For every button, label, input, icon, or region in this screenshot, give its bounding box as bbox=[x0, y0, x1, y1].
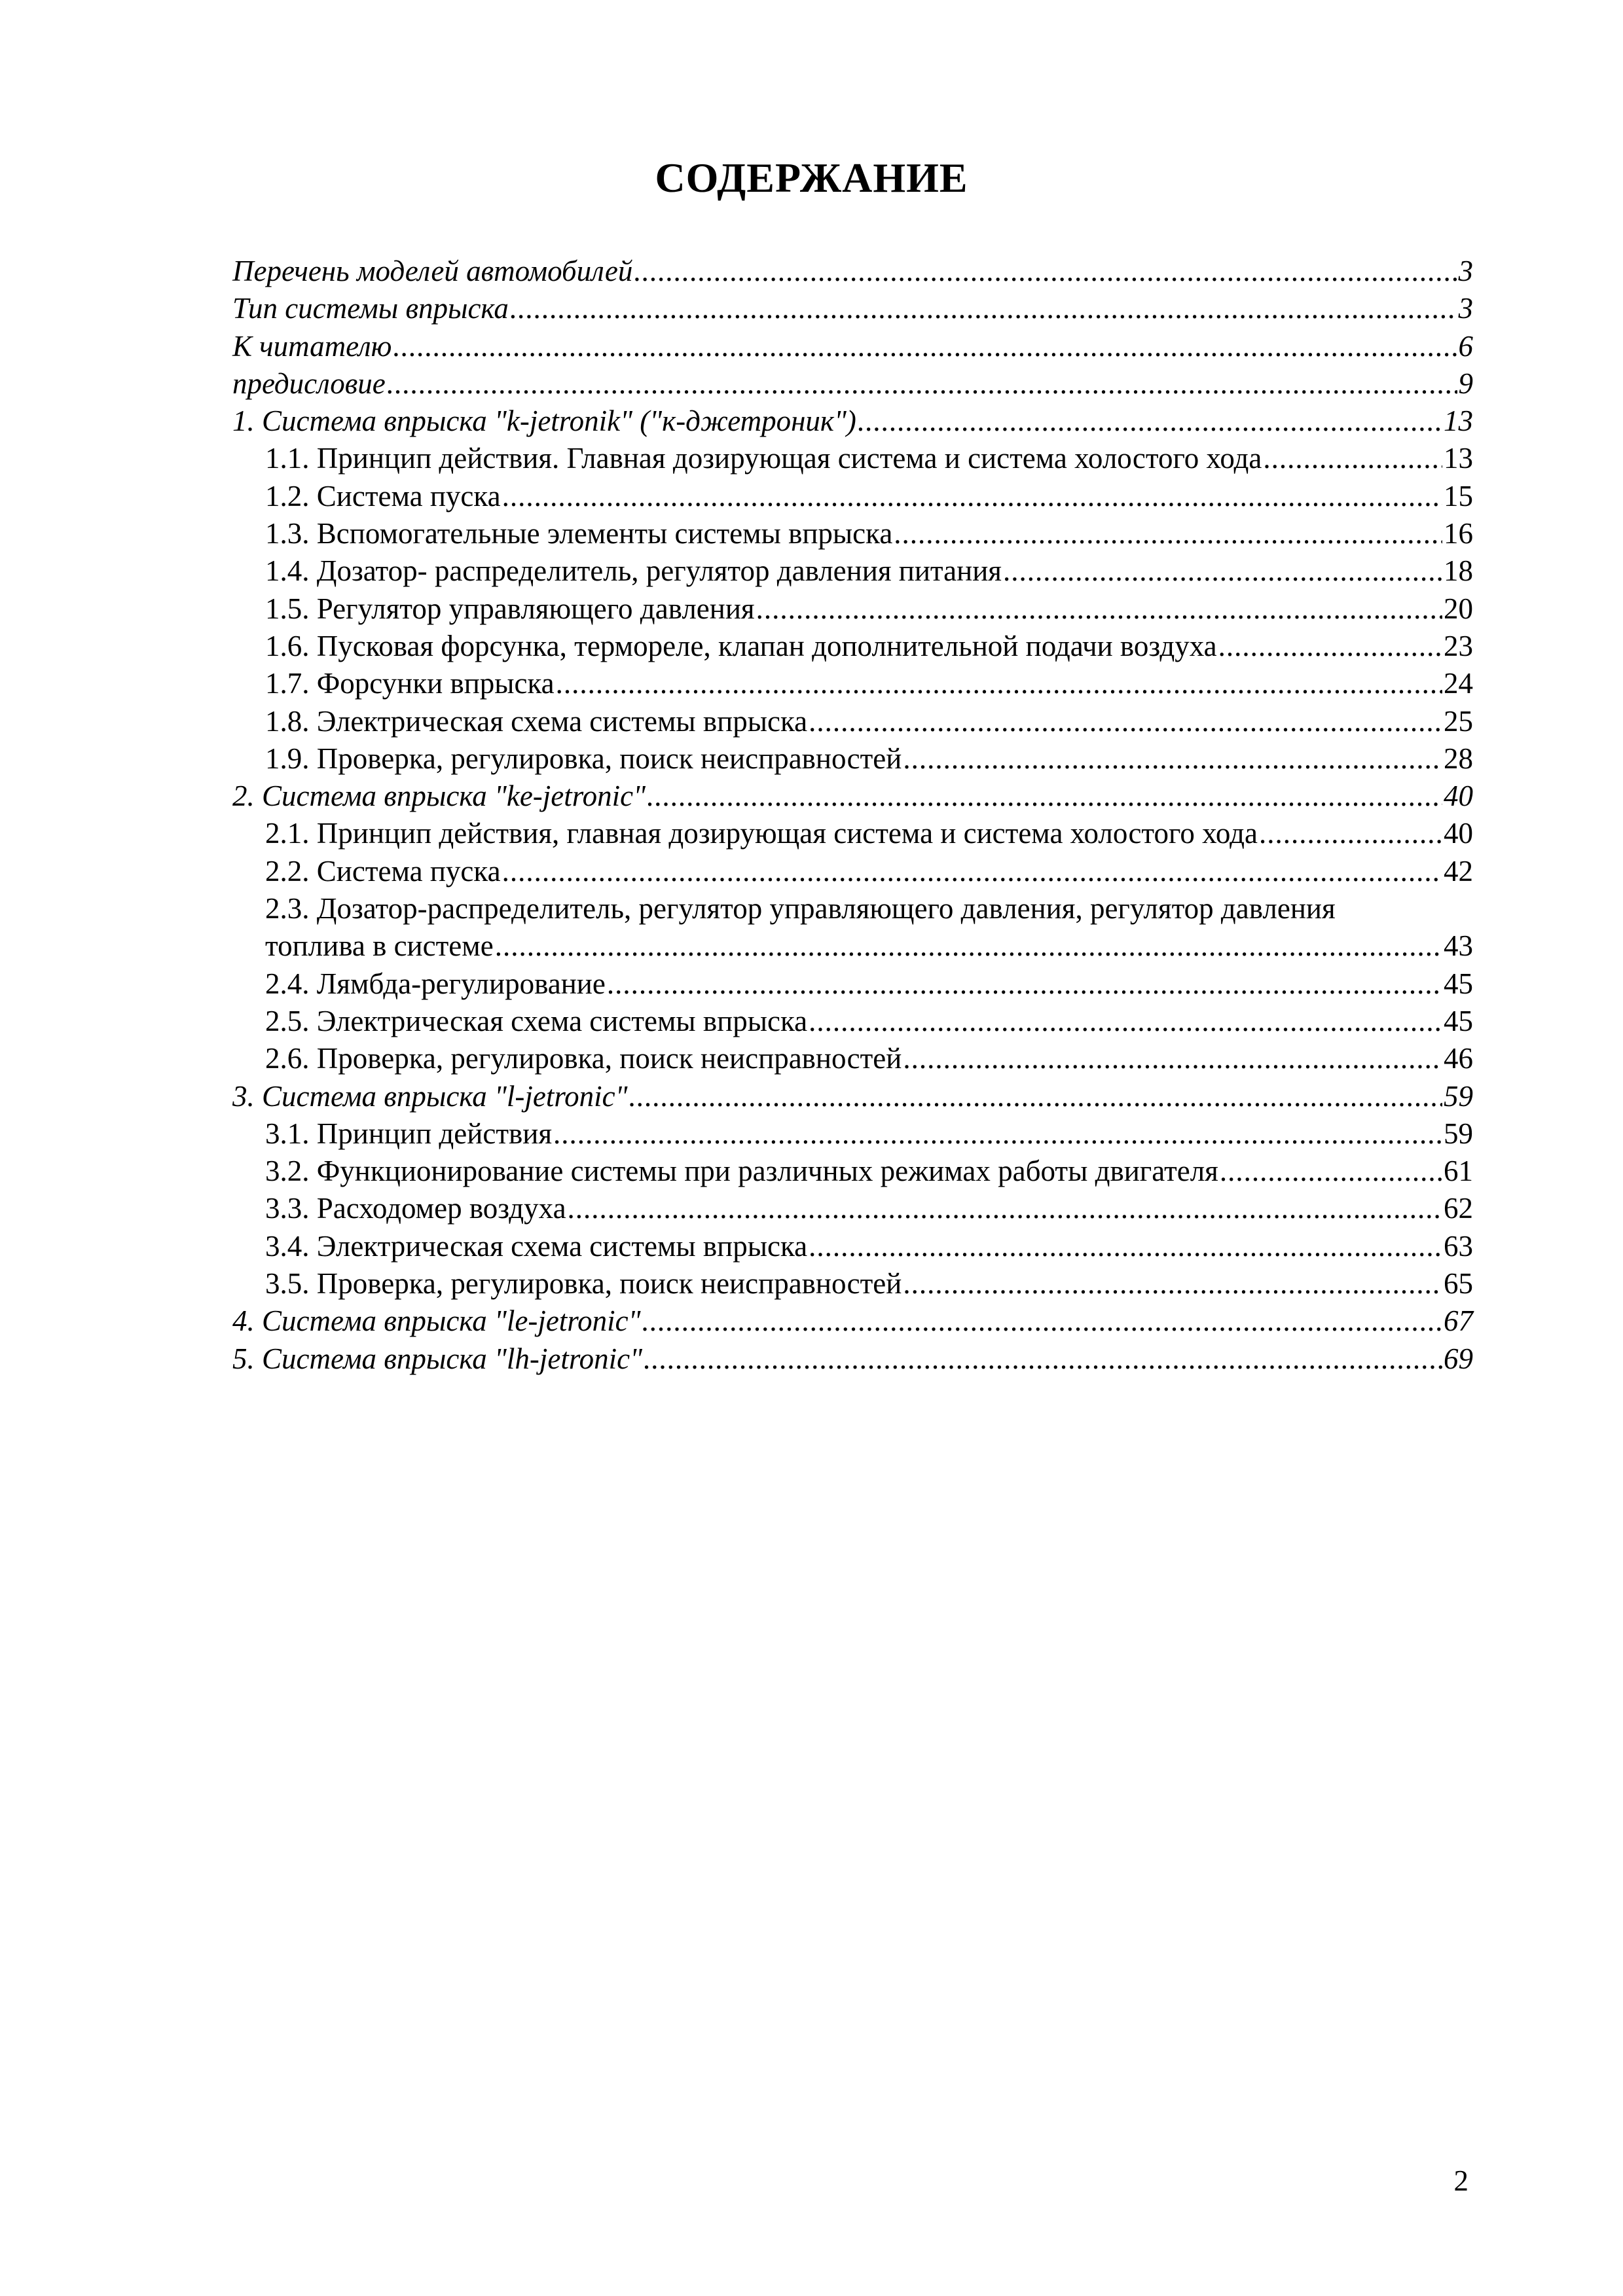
toc-entry-page: 40 bbox=[1444, 817, 1473, 850]
dot-leader bbox=[756, 590, 1442, 628]
dot-leader bbox=[510, 290, 1457, 327]
toc-entry-page: 59 bbox=[1444, 1079, 1473, 1113]
toc-entry-title: 2.4. Лямбда-регулирование bbox=[265, 965, 607, 1003]
toc-entry bbox=[232, 440, 1473, 477]
toc-entry bbox=[232, 590, 1473, 628]
dot-leader bbox=[809, 1228, 1442, 1265]
toc-entry-title: 1.5. Регулятор управляющего давления bbox=[265, 590, 756, 628]
toc-entry-title-line1: 2.3. Дозатор-распределитель, регулятор управляющего давления, регулятор давления bbox=[265, 892, 1336, 925]
toc-entry-page: 59 bbox=[1444, 1117, 1473, 1150]
dot-leader bbox=[903, 740, 1442, 778]
toc-entry-page: 61 bbox=[1444, 1155, 1473, 1188]
toc-entry-page: 3 bbox=[1458, 292, 1473, 325]
dot-leader bbox=[1220, 1153, 1442, 1190]
dot-leader bbox=[502, 853, 1442, 890]
dot-leader bbox=[495, 927, 1442, 965]
dot-leader bbox=[393, 328, 1457, 365]
toc-entry bbox=[232, 890, 1473, 965]
toc-entry-title: К читателю bbox=[232, 328, 393, 365]
toc-entry bbox=[232, 253, 1473, 290]
toc-entry-title: 1.8. Электрическая схема системы впрыска bbox=[265, 703, 809, 740]
toc-entry-page: 13 bbox=[1444, 442, 1473, 475]
toc-entry-title: 1.4. Дозатор- распределитель, регулятор давления питания bbox=[265, 552, 1003, 590]
toc-entry-page: 13 bbox=[1444, 404, 1473, 438]
toc-entry bbox=[232, 328, 1473, 365]
toc-entry-page: 25 bbox=[1444, 704, 1473, 738]
dot-leader bbox=[809, 1003, 1442, 1040]
toc-entry bbox=[232, 853, 1473, 890]
toc-entry-title: 3.1. Принцип действия bbox=[265, 1115, 553, 1153]
page-number: 2 bbox=[1453, 2164, 1468, 2197]
toc-entry bbox=[232, 1340, 1473, 1378]
dot-leader bbox=[387, 365, 1457, 403]
toc-entry-title: 3.4. Электрическая схема системы впрыска bbox=[265, 1228, 809, 1265]
toc-entry-title: топлива в системе bbox=[265, 927, 495, 965]
toc-entry-page: 42 bbox=[1444, 854, 1473, 888]
toc-entry-page: 45 bbox=[1444, 1004, 1473, 1037]
toc-entry bbox=[232, 515, 1473, 552]
toc-entry bbox=[232, 403, 1473, 440]
toc-entry bbox=[232, 552, 1473, 590]
toc-entry bbox=[232, 778, 1473, 815]
dot-leader bbox=[647, 778, 1442, 815]
toc-entry-page: 62 bbox=[1444, 1192, 1473, 1225]
toc-entry-title: 1.2. Система пуска bbox=[265, 478, 502, 515]
toc-entry-title: 1.6. Пусковая форсунка, термореле, клапан дополнительной подачи воздуха bbox=[265, 628, 1218, 665]
toc-entry-title: 1. Система впрыска "k-jetronik" ("к-джетроник") bbox=[232, 403, 858, 440]
toc-entry-page: 45 bbox=[1444, 967, 1473, 1000]
page-title: СОДЕРЖАНИЕ bbox=[655, 154, 968, 201]
toc-entry bbox=[232, 478, 1473, 515]
toc-entry bbox=[232, 815, 1473, 852]
toc-entry bbox=[232, 703, 1473, 740]
toc-entry-page: 65 bbox=[1444, 1267, 1473, 1300]
dot-leader bbox=[894, 515, 1442, 552]
toc-entry-title: 2.1. Принцип действия, главная дозирующая система и система холостого хода bbox=[265, 815, 1259, 852]
toc-entry-page: 69 bbox=[1444, 1342, 1473, 1375]
dot-leader bbox=[634, 253, 1457, 290]
toc-entry bbox=[232, 965, 1473, 1003]
toc-entry bbox=[232, 1190, 1473, 1227]
dot-leader bbox=[642, 1302, 1442, 1340]
dot-leader bbox=[903, 1040, 1442, 1077]
toc-entry-title: 2.6. Проверка, регулировка, поиск неисправностей bbox=[265, 1040, 903, 1077]
dot-leader bbox=[607, 965, 1442, 1003]
toc-entry-title: 1.3. Вспомогательные элементы системы впрыска bbox=[265, 515, 894, 552]
toc-entry-title: 2.2. Система пуска bbox=[265, 853, 502, 890]
toc-entry-title: 3.2. Функционирование системы при различных режимах работы двигателя bbox=[265, 1153, 1220, 1190]
dot-leader bbox=[553, 1115, 1442, 1153]
toc-entry bbox=[232, 1265, 1473, 1302]
toc-entry bbox=[232, 628, 1473, 665]
toc-entry-page: 18 bbox=[1444, 554, 1473, 588]
toc-entry-page: 63 bbox=[1444, 1229, 1473, 1263]
toc-entry-page: 16 bbox=[1444, 517, 1473, 550]
dot-leader bbox=[903, 1265, 1442, 1302]
dot-leader bbox=[1003, 552, 1442, 590]
toc-entry-page: 46 bbox=[1444, 1042, 1473, 1075]
dot-leader bbox=[644, 1340, 1442, 1378]
toc-entry bbox=[232, 1115, 1473, 1153]
toc-entry-page: 28 bbox=[1444, 742, 1473, 775]
dot-leader bbox=[629, 1078, 1442, 1115]
toc-entry-page: 6 bbox=[1458, 329, 1473, 363]
toc-entry-title: 4. Система впрыска "le-jetronic" bbox=[232, 1302, 642, 1340]
toc-entry-page: 67 bbox=[1444, 1304, 1473, 1338]
dot-leader bbox=[556, 665, 1442, 702]
table-of-contents bbox=[232, 253, 1473, 1378]
toc-entry-title: 3.5. Проверка, регулировка, поиск неисправностей bbox=[265, 1265, 903, 1302]
toc-entry-title: 1.1. Принцип действия. Главная дозирующая система и система холостого хода bbox=[265, 440, 1263, 477]
dot-leader bbox=[809, 703, 1442, 740]
toc-entry-title: 5. Система впрыска "lh-jetronic" bbox=[232, 1340, 644, 1378]
toc-entry-title: 1.7. Форсунки впрыска bbox=[265, 665, 556, 702]
toc-entry-page: 15 bbox=[1444, 479, 1473, 512]
toc-entry bbox=[232, 1040, 1473, 1077]
toc-entry-title: 2. Система впрыска "ke-jetronic" bbox=[232, 778, 647, 815]
toc-entry-page: 3 bbox=[1458, 255, 1473, 287]
toc-entry bbox=[232, 665, 1473, 702]
toc-entry-page: 43 bbox=[1444, 929, 1473, 963]
dot-leader bbox=[568, 1190, 1442, 1227]
toc-entry-title: 3.3. Расходомер воздуха bbox=[265, 1190, 568, 1227]
dot-leader bbox=[1263, 440, 1442, 477]
dot-leader bbox=[502, 478, 1442, 515]
toc-entry-title: Тип системы впрыска bbox=[232, 290, 510, 327]
toc-entry bbox=[232, 1003, 1473, 1040]
dot-leader bbox=[1218, 628, 1442, 665]
toc-entry-title: предисловие bbox=[232, 365, 387, 403]
toc-entry-page: 20 bbox=[1444, 592, 1473, 625]
toc-entry bbox=[232, 365, 1473, 403]
toc-entry-title: Перечень моделей автомобилей bbox=[232, 253, 634, 290]
toc-entry-page: 23 bbox=[1444, 629, 1473, 662]
toc-entry bbox=[232, 1302, 1473, 1340]
toc-entry-page: 9 bbox=[1458, 367, 1473, 400]
toc-entry bbox=[232, 1153, 1473, 1190]
toc-entry-page: 40 bbox=[1444, 780, 1473, 813]
toc-entry bbox=[232, 1228, 1473, 1265]
toc-entry bbox=[232, 740, 1473, 778]
toc-entry bbox=[232, 290, 1473, 327]
dot-leader bbox=[1259, 815, 1442, 852]
dot-leader bbox=[858, 403, 1442, 440]
toc-entry bbox=[232, 1078, 1473, 1115]
toc-entry-page: 24 bbox=[1444, 667, 1473, 700]
toc-entry-title: 3. Система впрыска "l-jetronic" bbox=[232, 1078, 629, 1115]
toc-entry-title: 2.5. Электрическая схема системы впрыска bbox=[265, 1003, 809, 1040]
toc-entry-title: 1.9. Проверка, регулировка, поиск неисправностей bbox=[265, 740, 903, 778]
